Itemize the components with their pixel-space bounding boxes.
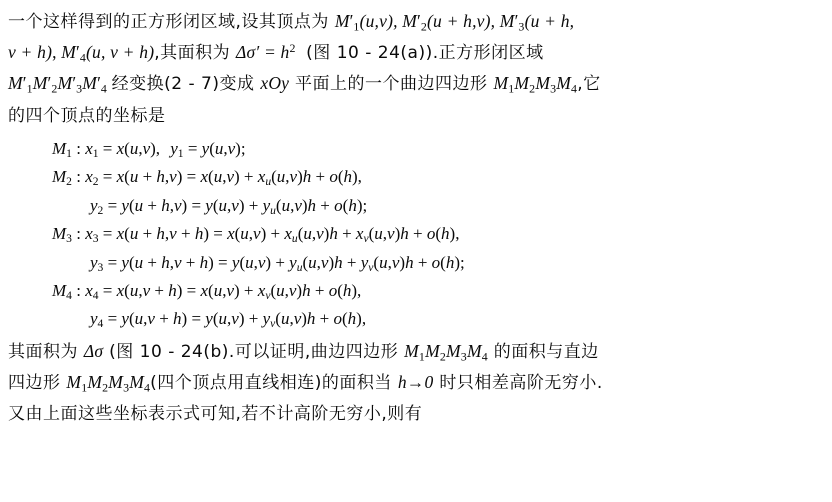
equation-m2-x: M2 : $x2 = x(u + h,v) = x(u,v) + x_u(u,v)h + o(h)$, bbox=[52, 167, 362, 189]
symbol-m1c: M1 bbox=[404, 340, 426, 364]
equation-m3-x: M3 : $x3 = x(u + h,v + h) = x(u,v) + x_u(u,v)h + x_v(u,v)h + o(h)$, bbox=[52, 224, 460, 246]
text-run: h→0 bbox=[397, 372, 434, 393]
symbol-m4d: M4 bbox=[129, 372, 151, 395]
symbol-m2c: M2 bbox=[425, 340, 447, 364]
equation-m3-y: $y3 = y(u + h,v + h) = y(u,v) + y_u(u,v)h + y_v(u,v)h + o(h)$; bbox=[90, 252, 465, 274]
text-run: 一个这样得到的正方形闭区域,设其顶点为 bbox=[8, 12, 335, 32]
text-run: 时只相差高阶无穷小. bbox=[433, 373, 603, 394]
text-run: 经变换(2 - 7)变成 bbox=[111, 74, 261, 95]
text-run: (u,v), bbox=[359, 11, 398, 31]
symbol-m-prime-3b: M′3 bbox=[57, 73, 83, 96]
symbol-delta-sigma: Δσ bbox=[83, 340, 104, 361]
text-run: (图 10 - 24(a)).正方形闭区域 bbox=[306, 43, 544, 64]
text-run: 的四个顶点的坐标是 bbox=[8, 105, 166, 126]
symbol-m4: M4 bbox=[556, 73, 578, 96]
symbol-m2: M2 bbox=[514, 73, 536, 96]
text-run: 平面上的一个曲边四边形 bbox=[289, 74, 494, 95]
text-run: (图 10 - 24(b).可以证明,曲边四边形 bbox=[103, 341, 405, 362]
equation-m1: M1 : x1 = x(u,v), y1 = y(u,v); bbox=[52, 138, 246, 161]
symbol-m1: M1 bbox=[493, 73, 515, 96]
text-run: ,其面积为 bbox=[154, 43, 237, 64]
text-run: , bbox=[52, 42, 57, 63]
symbol-m-prime-4b: M′4 bbox=[82, 73, 108, 96]
paragraph-conclusion bbox=[8, 336, 822, 430]
symbol-m-prime-2: M′2 bbox=[402, 11, 428, 34]
equation-m2-y: $y2 = y(u + h,v) = y(u,v) + y_u(u,v)h + o(h)$; bbox=[90, 195, 368, 218]
paragraph-intro bbox=[8, 6, 822, 131]
text-run: (u + h,v), bbox=[427, 11, 496, 31]
equation-block bbox=[8, 135, 822, 334]
text-run: 的面积与直边 bbox=[487, 341, 599, 362]
text-run: Δσ′ = h bbox=[236, 42, 290, 63]
text-run: xOy bbox=[260, 73, 290, 94]
symbol-m2d: M2 bbox=[87, 372, 109, 395]
text-run: 其面积为 bbox=[8, 341, 84, 362]
symbol-m4c: M4 bbox=[466, 340, 488, 364]
text-run: (四个顶点用直线相连)的面积当 bbox=[150, 373, 398, 394]
symbol-m-prime-1b: M′1 bbox=[8, 73, 33, 96]
symbol-m1d: M1 bbox=[66, 372, 88, 395]
text-run: (u, v + h) bbox=[86, 42, 155, 63]
symbol-m-prime-1: M′1 bbox=[334, 11, 360, 34]
equation-m4-y: $y4 = y(u,v + h) = y(u,v) + y_v(u,v)h + o(h)$, bbox=[90, 309, 367, 331]
text-run: v + h) bbox=[8, 42, 53, 63]
equation-m4-x: M4 : $x4 = x(u,v + h) = x(u,v) + x_v(u,v)h + o(h)$, bbox=[52, 281, 362, 303]
symbol-m3: M3 bbox=[535, 73, 557, 96]
exponent-2: 2 bbox=[289, 41, 296, 56]
text-run: 四边形 bbox=[8, 373, 67, 394]
text-run: 又由上面这些坐标表示式可知,若不计高阶无穷小,则有 bbox=[8, 404, 423, 425]
symbol-m3c: M3 bbox=[446, 340, 467, 364]
symbol-m-prime-2b: M′2 bbox=[32, 73, 58, 96]
symbol-m-prime-3: M′3 bbox=[499, 11, 525, 34]
text-run: ,它 bbox=[577, 74, 601, 95]
symbol-m-prime-4: M′4 bbox=[61, 42, 86, 65]
symbol-m3d: M3 bbox=[108, 372, 130, 395]
text-run: (u + h, bbox=[524, 11, 575, 31]
